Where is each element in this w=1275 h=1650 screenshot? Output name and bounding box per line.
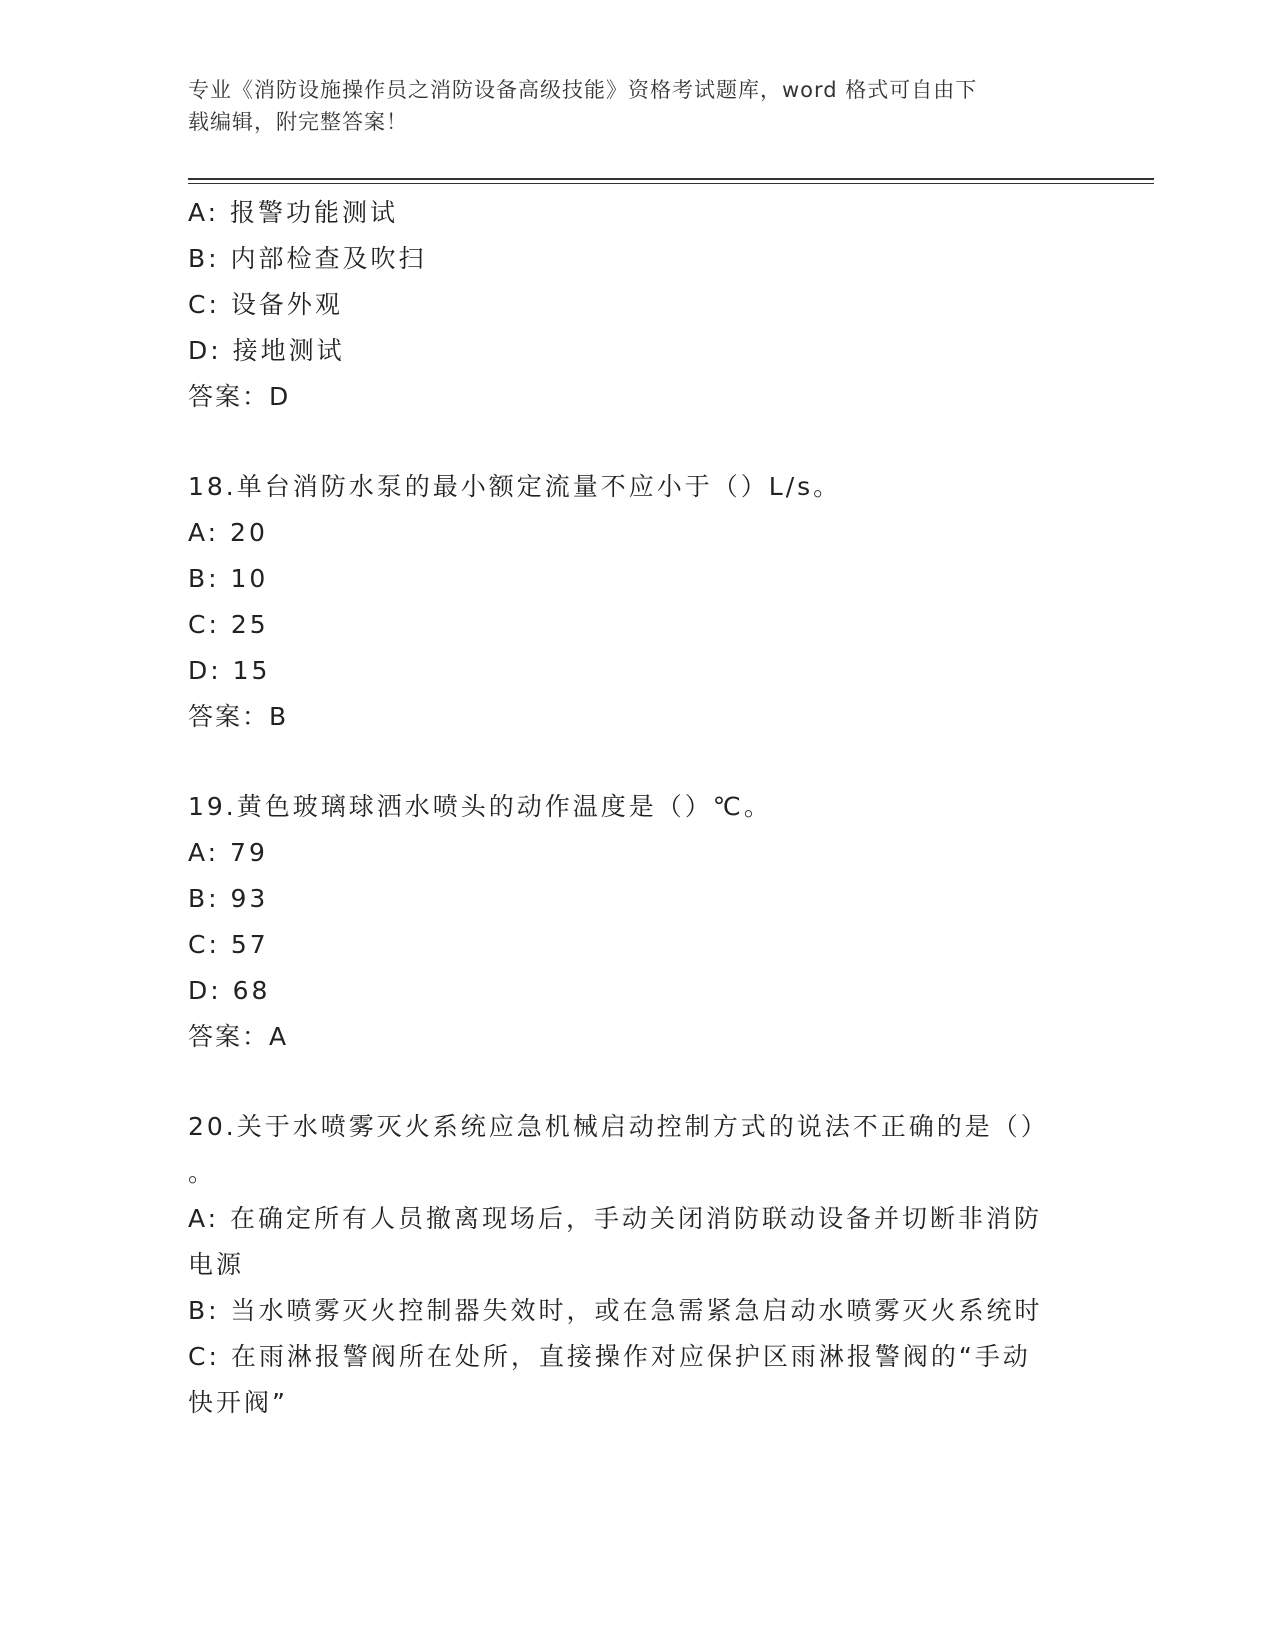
header-line-2: 载编辑，附完整答案！ bbox=[188, 110, 408, 134]
question-text: 18.单台消防水泵的最小额定流量不应小于（）L/s。 bbox=[188, 472, 842, 501]
answer: 答案：B bbox=[188, 702, 289, 731]
question-text-line-1: 20.关于水喷雾灭火系统应急机械启动控制方式的说法不正确的是（） bbox=[188, 1112, 1049, 1141]
option-b: B: 内部检查及吹扫 bbox=[188, 244, 427, 273]
header-divider-thin bbox=[188, 183, 1154, 184]
option-b: B: 93 bbox=[188, 884, 269, 913]
spacer bbox=[188, 420, 1068, 464]
option-a: A: 20 bbox=[188, 518, 268, 547]
option-d: D: 15 bbox=[188, 656, 271, 685]
option-c: C: 57 bbox=[188, 930, 269, 959]
question-text: 19.黄色玻璃球洒水喷头的动作温度是（）℃。 bbox=[188, 792, 772, 821]
question-content bbox=[188, 190, 1068, 1426]
header-line-1: 专业《消防设施操作员之消防设备高级技能》资格考试题库，word 格式可自由下 bbox=[188, 78, 978, 102]
header-divider-thick bbox=[188, 178, 1154, 180]
option-c: C: 25 bbox=[188, 610, 269, 639]
option-a: A: 报警功能测试 bbox=[188, 198, 399, 227]
option-d: D: 接地测试 bbox=[188, 336, 345, 365]
question-text-line-2: 。 bbox=[188, 1158, 217, 1187]
option-a-line-1: A: 在确定所有人员撤离现场后，手动关闭消防联动设备并切断非消防 bbox=[188, 1204, 1043, 1233]
option-d: D: 68 bbox=[188, 976, 271, 1005]
question-19 bbox=[188, 784, 1068, 1060]
answer: 答案：A bbox=[188, 1022, 289, 1051]
option-c-line-1: C: 在雨淋报警阀所在处所，直接操作对应保护区雨淋报警阀的“手动 bbox=[188, 1342, 1031, 1371]
question-20 bbox=[188, 1104, 1068, 1426]
spacer bbox=[188, 1060, 1068, 1104]
option-a-line-2: 电源 bbox=[188, 1250, 245, 1279]
option-b: B: 10 bbox=[188, 564, 269, 593]
option-c-line-2: 快开阀” bbox=[188, 1388, 288, 1417]
document-header bbox=[188, 74, 1068, 138]
option-c: C: 设备外观 bbox=[188, 290, 343, 319]
question-17 bbox=[188, 190, 1068, 420]
option-a: A: 79 bbox=[188, 838, 268, 867]
spacer bbox=[188, 740, 1068, 784]
option-b: B: 当水喷雾灭火控制器失效时，或在急需紧急启动水喷雾灭火系统时 bbox=[188, 1296, 1043, 1325]
question-18 bbox=[188, 464, 1068, 740]
answer: 答案：D bbox=[188, 382, 291, 411]
